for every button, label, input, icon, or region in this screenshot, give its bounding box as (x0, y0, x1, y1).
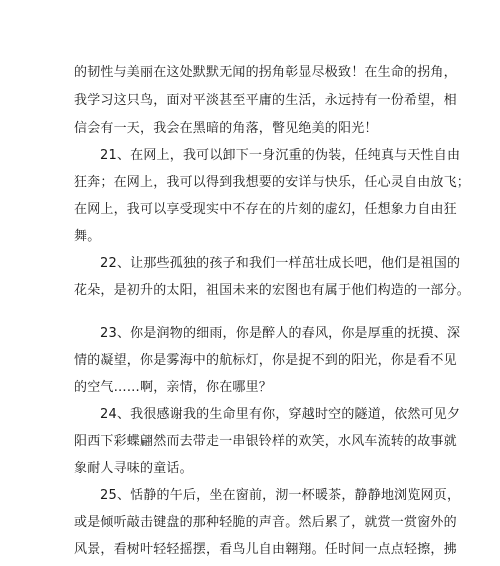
text-line: 舞。 (74, 229, 101, 244)
text-line: 或是倾听敲击键盘的那种轻脆的声音。然后累了，就赏一赏窗外的 (74, 515, 457, 530)
text-line: 风景，看树叶轻轻摇摆，看鸟儿自由翱翔。任时间一点点轻擦，拂 (74, 542, 457, 557)
text-line: 花朵，是初升的太阳，祖国未来的宏图也有属于他们构造的一部分。 (74, 283, 471, 298)
paragraph-22-start: 22、让那些孤独的孩子和我们一样茁壮成长吧，他们是祖国的 (100, 256, 461, 271)
text-line: 情的凝望，你是雾海中的航标灯，你是捉不到的阳光，你是看不见 (74, 353, 457, 368)
text-line: 在网上，我可以享受现实中不存在的片刻的虚幻，任想象力自由狂 (74, 202, 457, 217)
paragraph-25-start: 25、恬静的午后，坐在窗前，沏一杯暖茶，静静地浏览网页， (100, 488, 461, 503)
text-line: 象耐人寻味的童话。 (74, 461, 193, 476)
paragraph-24-start: 24、我很感谢我的生命里有你，穿越时空的隧道，依然可见夕 (100, 407, 461, 422)
paragraph-23-start: 23、你是润物的细雨，你是醉人的春风，你是厚重的抚摸、深 (100, 326, 461, 341)
text-line: 的空气……啊，亲情，你在哪里？ (74, 380, 273, 395)
paragraph-21-start: 21、在网上，我可以卸下一身沉重的伪装，任纯真与天性自由 (100, 148, 461, 163)
text-line: 的韧性与美丽在这处默默无闻的拐角彰显尽极致！在生命的拐角， (74, 65, 457, 80)
text-line: 我学习这只鸟，面对平淡甚至平庸的生活，永远持有一份希望，相 (74, 93, 457, 108)
text-line: 狂奔；在网上，我可以得到我想要的安详与快乐，任心灵自由放飞； (74, 175, 471, 190)
text-line: 信会有一天，我会在黑暗的角落，瞥见绝美的阳光！ (74, 121, 378, 136)
text-line: 阳西下彩蝶翩然而去带走一串银铃样的欢笑，水风车流转的故事就 (74, 434, 457, 449)
